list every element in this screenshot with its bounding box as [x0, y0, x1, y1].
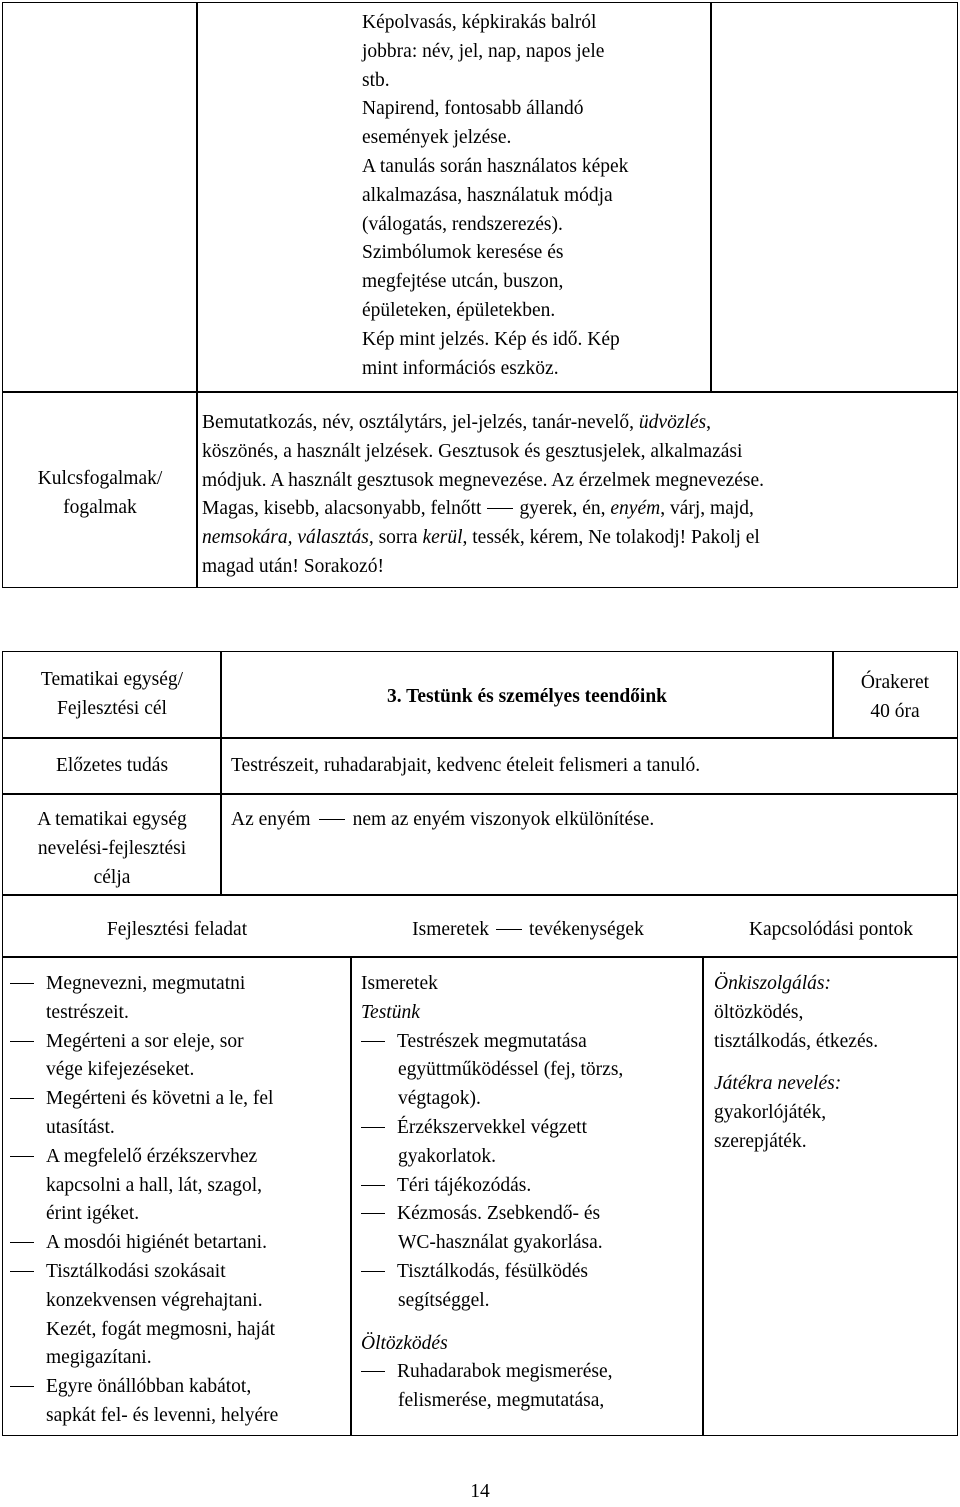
knowledge-heading: Ismeretek	[361, 973, 438, 994]
dash-mark	[10, 1386, 34, 1387]
task-text: A mosdói higiénét betartani.	[46, 1232, 267, 1254]
goal-text-a: Az enyém	[231, 809, 311, 830]
links-text: gyakorlójáték,	[714, 1102, 827, 1124]
knowledge-section-title: Testünk	[361, 1001, 420, 1023]
dash-mark	[487, 508, 513, 509]
top-cell-line: (válogatás, rendszerezés).	[362, 213, 563, 235]
knowledge-item	[361, 1172, 623, 1201]
kulcs-text: módjuk. A használt gesztusok megnevezése. Az érzelmek megnevezése.	[202, 469, 765, 491]
knowledge-text: Érzékszervekkel végzett	[397, 1116, 588, 1138]
kulcs-text: Bemutatkozás, név, osztálytárs, jel-jelzés, tanár-nevelő,	[202, 412, 639, 433]
task-item	[0, 1258, 278, 1287]
top-cell-line: stb.	[362, 69, 390, 91]
kulcs-label-line2: fogalmak	[63, 496, 137, 518]
links-heading: Önkiszolgálás:	[714, 973, 831, 994]
knowledge-text: végtagok).	[398, 1088, 481, 1110]
task-item	[0, 1028, 278, 1057]
kulcs-label	[2, 465, 198, 523]
task-item	[0, 1373, 278, 1402]
task-text: konzekvensen végrehajtani.	[46, 1289, 263, 1311]
knowledge-section-title: Öltözködés	[361, 1332, 448, 1354]
dash-mark	[10, 1242, 34, 1243]
task-item	[0, 970, 278, 999]
top-cell-line: Szimbólumok keresése és	[362, 242, 564, 264]
top-cell-line: Kép mint jelzés. Kép és idő. Kép	[362, 328, 620, 350]
top-cell-text	[362, 9, 628, 383]
top-table-left-cell	[2, 2, 198, 393]
task-text: Megérteni a sor eleje, sor	[46, 1030, 244, 1052]
dash-mark	[10, 1041, 34, 1042]
knowledge-text: Kézmosás. Zsebkendő- és	[397, 1203, 601, 1225]
dash-mark	[10, 1156, 34, 1157]
task-text: A megfelelő érzékszervhez	[46, 1145, 258, 1167]
dash-mark	[10, 1271, 34, 1272]
dash-mark	[10, 983, 34, 984]
knowledge-text: WC-használat gyakorlása.	[398, 1232, 603, 1254]
links-text: tisztálkodás, étkezés.	[714, 1030, 879, 1052]
dash-mark	[10, 1098, 34, 1099]
kulcs-text: ,	[706, 412, 711, 433]
task-text: Megnevezni, megmutatni	[46, 973, 246, 994]
kulcs-italic: üdvözlés	[638, 412, 707, 433]
top-table-right-cell	[710, 2, 958, 393]
knowledge-text: felismerése, megmutatása,	[398, 1390, 605, 1412]
task-text: Megérteni és követni a le, fel	[46, 1088, 274, 1110]
dash-mark	[361, 1041, 385, 1042]
knowledge-item	[361, 1200, 623, 1229]
top-cell-line: A tanulás során használatos képek	[362, 155, 629, 177]
task-item	[0, 1085, 278, 1114]
goal-label-line2: nevelési-fejlesztési	[37, 837, 187, 859]
task-text: sapkát fel- és levenni, helyére	[46, 1404, 279, 1426]
knowledge-text: Ruhadarabok megismerése,	[397, 1361, 613, 1383]
unit-label-line1: Tematikai egység/	[40, 669, 184, 690]
knowledge-item	[361, 1114, 623, 1143]
dash-mark	[496, 929, 522, 930]
task-text: testrészeit.	[46, 1001, 129, 1023]
task-text: megigazítani.	[46, 1347, 152, 1369]
top-cell-line: Napirend, fontosabb állandó	[362, 98, 584, 120]
top-cell-line: jobbra: név, jel, nap, napos jele	[362, 40, 605, 62]
task-text: Tisztálkodási szokásait	[46, 1260, 226, 1282]
kulcs-text: Magas, kisebb, alacsonyabb, felnőtt	[202, 498, 482, 520]
col-header-knowledge-a: Ismeretek	[412, 919, 490, 940]
task-item	[0, 1143, 278, 1172]
unit-label	[2, 666, 222, 724]
top-cell-line: alkalmazása, használatuk módja	[362, 184, 613, 206]
dash-mark	[361, 1185, 385, 1186]
dash-mark	[361, 1371, 385, 1372]
task-text: utasítást.	[46, 1116, 115, 1138]
knowledge-list	[361, 970, 623, 1416]
col-header-knowledge-b: tevékenységek	[529, 919, 644, 940]
kulcs-italic: nemsokára, választás,	[202, 527, 374, 549]
kulcs-text: magad után! Sorakozó!	[202, 555, 384, 577]
dash-mark	[361, 1127, 385, 1128]
prior-label: Előzetes tudás	[55, 755, 169, 776]
task-text: kapcsolni a hall, lát, szagol,	[46, 1174, 263, 1196]
page-number: 14	[470, 1481, 490, 1502]
unit-label-line2: Fejlesztési cél	[57, 697, 167, 719]
knowledge-text: segítséggel.	[398, 1289, 490, 1311]
task-text: vége kifejezéseket.	[46, 1059, 195, 1081]
knowledge-text: Tisztálkodás, fésülködés	[397, 1260, 589, 1282]
unit-title: 3. Testünk és személyes teendőink	[386, 686, 668, 707]
knowledge-item	[361, 1358, 623, 1387]
goal-label-line3: célja	[93, 866, 131, 888]
knowledge-item	[361, 1028, 623, 1057]
dash-mark	[361, 1271, 385, 1272]
goal-label	[2, 806, 222, 892]
knowledge-text: Testrészek megmutatása	[397, 1030, 587, 1052]
kulcs-italic: enyém	[610, 498, 661, 520]
kulcs-italic: kerül	[422, 527, 463, 549]
task-text: Kezét, fogát megmosni, haját	[46, 1318, 276, 1340]
prior-text: Testrészeit, ruhadarabjait, kedvenc ételeit felismeri a tanuló.	[231, 755, 701, 776]
knowledge-item	[361, 1258, 623, 1287]
dash-mark	[361, 1213, 385, 1214]
links-list	[714, 970, 878, 1157]
top-cell-line: épületeken, épületekben.	[362, 299, 556, 321]
kulcs-text: , tessék, kérem, Ne tolakodj! Pakolj el	[462, 527, 760, 549]
top-cell-line: mint információs eszköz.	[362, 357, 559, 379]
knowledge-text: Téri tájékozódás.	[397, 1174, 532, 1196]
kulcs-label-line1: Kulcsfogalmak/	[37, 468, 163, 489]
hours-label: Órakeret	[860, 672, 930, 693]
dash-mark	[319, 819, 345, 820]
col-header-links: Kapcsolódási pontok	[748, 919, 914, 940]
task-text: Egyre önállóbban kabátot,	[46, 1376, 252, 1398]
links-heading: Játékra nevelés:	[714, 1073, 842, 1095]
col-header-knowledge	[352, 916, 704, 945]
top-cell-line: Képolvasás, képkirakás balról	[362, 12, 597, 33]
knowledge-text: együttműködéssel (fej, törzs,	[398, 1059, 624, 1081]
tasks-list	[0, 970, 278, 1431]
hours-value: 40 óra	[870, 700, 920, 722]
knowledge-text: gyakorlatok.	[398, 1145, 497, 1167]
top-cell-line: megfejtése utcán, buszon,	[362, 271, 564, 293]
kulcs-text: köszönés, a használt jelzések. Gesztusok és gesztusjelek, alkalmazási	[202, 440, 743, 462]
col-header-tasks: Fejlesztési feladat	[106, 919, 248, 940]
links-text: öltözködés,	[714, 1001, 804, 1023]
unit-hours	[832, 669, 958, 727]
goal-text-b: nem az enyém viszonyok elkülönítése.	[352, 809, 655, 830]
goal-label-line1: A tematikai egység	[37, 809, 187, 830]
kulcs-text: , várj, majd,	[660, 498, 754, 520]
top-cell-line: események jelzése.	[362, 127, 512, 149]
task-item	[0, 1229, 278, 1258]
kulcs-text: gyerek, én,	[519, 498, 611, 520]
goal-text	[231, 806, 654, 835]
task-text: érint igéket.	[46, 1203, 140, 1225]
kulcs-text: sorra	[373, 527, 423, 549]
links-text: szerepjáték.	[714, 1130, 807, 1152]
kulcs-content	[202, 409, 764, 582]
